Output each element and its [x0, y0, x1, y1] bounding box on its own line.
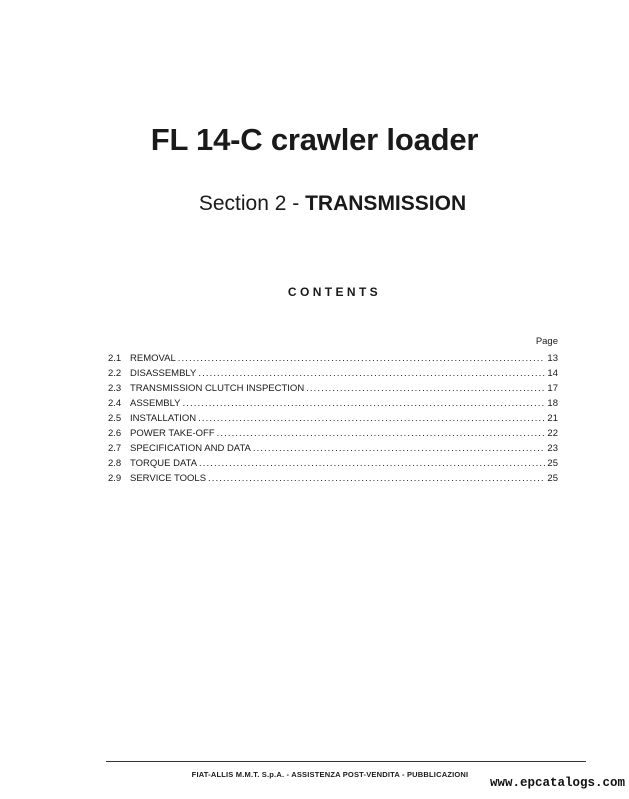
toc-dot-leader	[253, 441, 546, 456]
footer-publisher: FIAT-ALLIS M.M.T. S.p.A. - ASSISTENZA POST-VENDITA - PUBBLICAZIONI	[191, 770, 469, 779]
toc-dot-leader	[199, 456, 545, 471]
toc-entry-number: 2.9	[108, 473, 122, 484]
toc-entry-number: 2.3	[108, 383, 122, 394]
toc-entry	[108, 396, 558, 411]
toc-entry	[108, 456, 558, 471]
toc-entry-title: SERVICE TOOLS	[130, 473, 207, 484]
toc-entry-page: 25	[547, 458, 558, 469]
toc-entry-number: 2.7	[108, 443, 122, 454]
section-name: TRANSMISSION	[305, 192, 467, 215]
toc-entry	[108, 426, 558, 441]
toc-entry-number: 2.1	[108, 353, 122, 364]
section-prefix: Section 2 -	[198, 192, 300, 215]
toc-entry-title: TORQUE DATA	[130, 458, 198, 469]
toc-entry-page: 23	[547, 443, 558, 454]
toc-dot-leader	[208, 471, 545, 486]
toc-entry-title: INSTALLATION	[130, 413, 197, 424]
toc-dot-leader	[183, 396, 546, 411]
toc-dot-leader	[217, 426, 546, 441]
document-title: FL 14-C crawler loader	[150, 122, 479, 157]
toc-entry-title: TRANSMISSION CLUTCH INSPECTION	[130, 383, 305, 394]
toc-entry-page: 22	[547, 428, 558, 439]
footer-divider	[106, 761, 586, 762]
toc-entry-title: REMOVAL	[130, 353, 176, 364]
toc-dot-leader	[198, 411, 545, 426]
toc-entry-title: DISASSEMBLY	[130, 368, 197, 379]
table-of-contents	[108, 351, 558, 486]
toc-entry-page: 21	[547, 413, 558, 424]
section-heading	[0, 192, 629, 216]
toc-entry	[108, 411, 558, 426]
toc-entry	[108, 351, 558, 366]
toc-entry	[108, 471, 558, 486]
toc-dot-leader	[306, 381, 545, 396]
watermark-url: www.epcatalogs.com	[489, 776, 625, 790]
toc-entry-number: 2.8	[108, 458, 122, 469]
toc-entry-page: 17	[547, 383, 558, 394]
toc-entry-page: 18	[547, 398, 558, 409]
toc-entry-number: 2.5	[108, 413, 122, 424]
toc-entry	[108, 441, 558, 456]
toc-entry-page: 25	[547, 473, 558, 484]
toc-entry-title: POWER TAKE-OFF	[130, 428, 215, 439]
toc-dot-leader	[178, 351, 546, 366]
toc-entry-title: ASSEMBLY	[130, 398, 181, 409]
toc-entry	[108, 381, 558, 396]
toc-entry-title: SPECIFICATION AND DATA	[130, 443, 251, 454]
page-column-label: Page	[535, 336, 558, 347]
contents-heading: CONTENTS	[287, 285, 382, 299]
toc-dot-leader	[198, 366, 545, 381]
toc-entry-number: 2.2	[108, 368, 122, 379]
toc-entry-page: 13	[547, 353, 558, 364]
toc-entry-page: 14	[547, 368, 558, 379]
toc-entry-number: 2.4	[108, 398, 122, 409]
toc-entry-number: 2.6	[108, 428, 122, 439]
toc-entry	[108, 366, 558, 381]
